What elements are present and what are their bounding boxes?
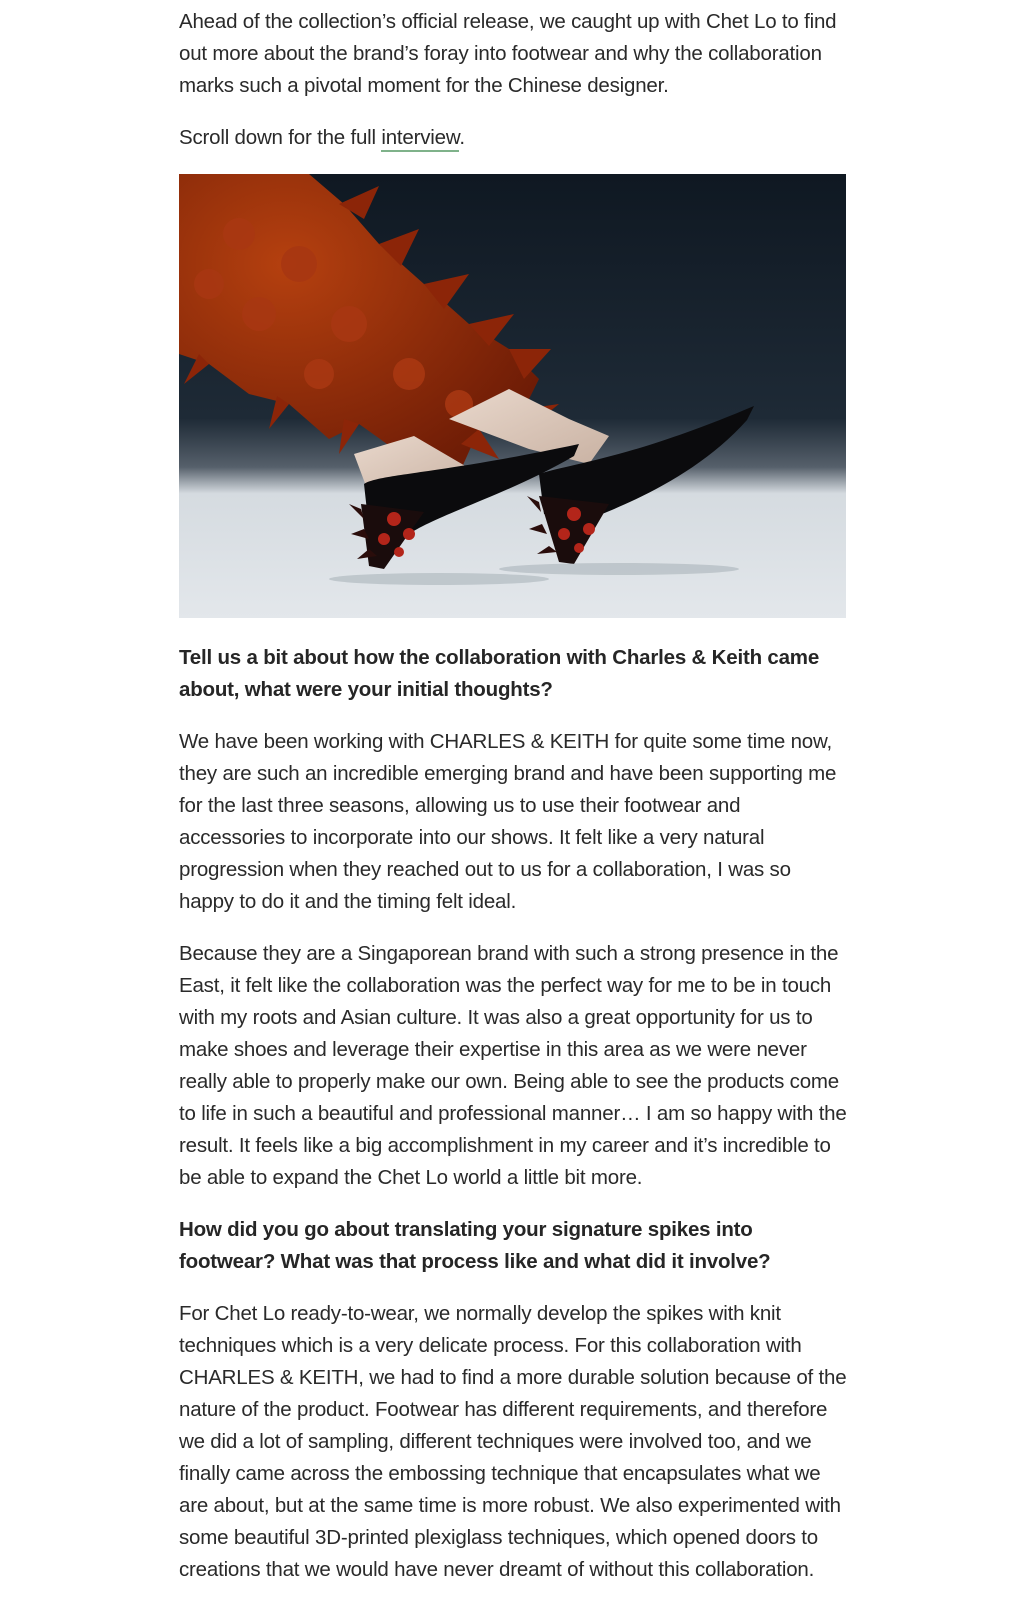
answer-1-paragraph-2: Because they are a Singaporean brand with such a strong presence in the East, it felt like the collaboration was the perfect way for me to be in touch with my roots and Asian culture. It was also a great opportunity for us to make shoes and leverage their expertise in this area as we were never really able to properly make our own. Being able to see the products come to life in such a beautiful and professional manner… I am so happy with the result. It feels like a big accomplishment in my career and it’s incredible to be able to expand the Chet Lo world a little bit more. xyxy=(179,942,847,1189)
article-body xyxy=(179,6,847,1606)
question-1: Tell us a bit about how the collaboration with Charles & Keith came about, what were your initial thoughts? xyxy=(179,646,820,701)
interview-link[interactable]: interview xyxy=(381,126,459,152)
hero-image xyxy=(179,174,846,618)
question-2: How did you go about translating your signature spikes into footwear? What was that process like and what did it involve? xyxy=(179,1218,771,1273)
spiked-heels-photo xyxy=(179,174,846,618)
scroll-note-prefix: Scroll down for the full xyxy=(179,126,382,149)
answer-1-paragraph-1: We have been working with CHARLES & KEITH for quite some time now, they are such an incredible emerging brand and have been supporting me for the last three seasons, allowing us to use their footwear and accessories to incorporate into our shows. It felt like a very natural progression when they reached out to us for a collaboration, I was so happy to do it and the timing felt ideal. xyxy=(179,730,837,913)
scroll-note xyxy=(179,122,847,154)
answer-2-paragraph-1: For Chet Lo ready-to-wear, we normally develop the spikes with knit techniques which is a very delicate process. For this collaboration with CHARLES & KEITH, we had to find a more durable solution because of the nature of the product. Footwear has different requirements, and therefore we did a lot of sampling, different techniques were involved too, and we finally came across the embossing technique that encapsulates what we are about, but at the same time is more robust. We also experimented with some beautiful 3D-printed plexiglass techniques, which opened doors to creations that we would have never dreamt of without this collaboration. xyxy=(179,1302,847,1581)
scroll-note-suffix: . xyxy=(459,126,465,149)
intro-paragraph: Ahead of the collection’s official release, we caught up with Chet Lo to find out more about the brand’s foray into footwear and why the collaboration marks such a pivotal moment for the Chinese designer. xyxy=(179,10,837,97)
